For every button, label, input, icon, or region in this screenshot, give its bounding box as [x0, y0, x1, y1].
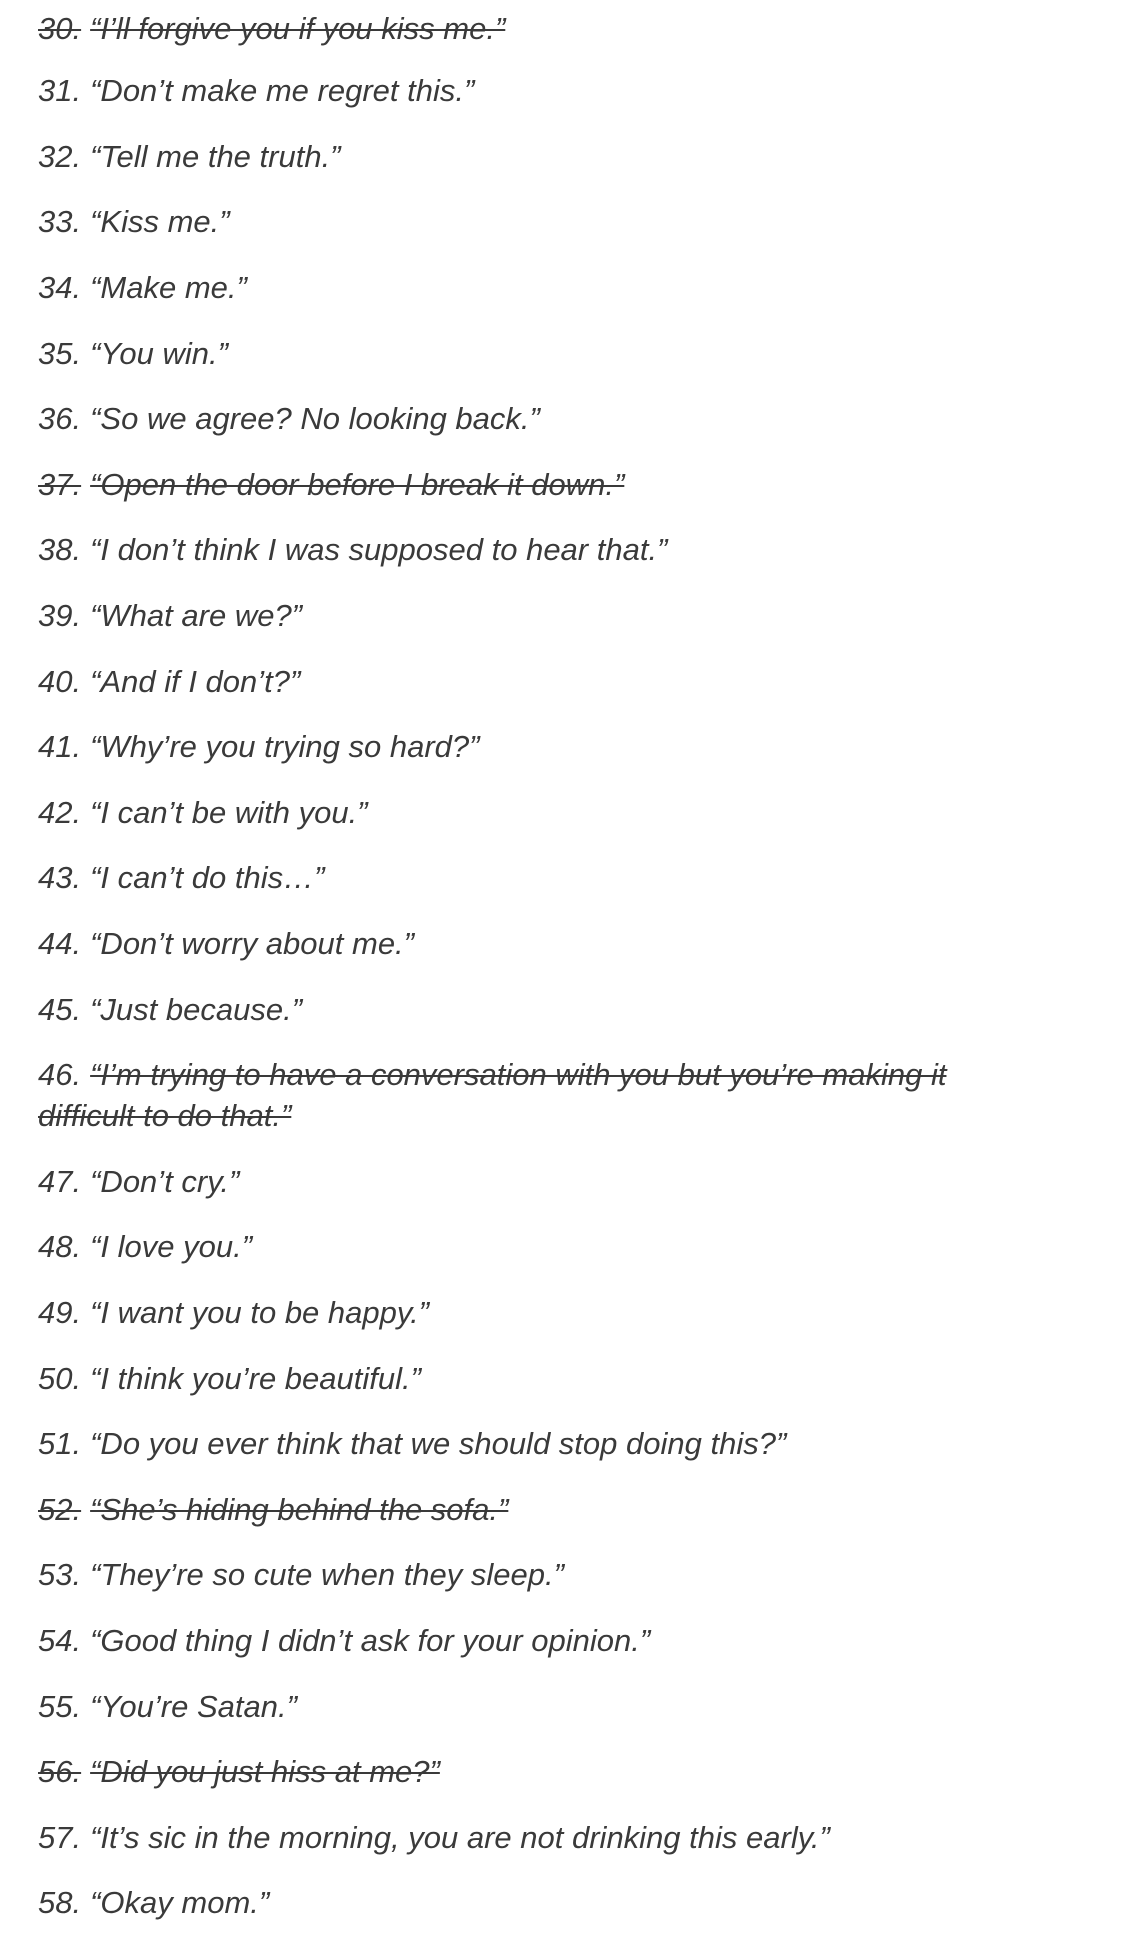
- item-number: 52.: [38, 1491, 82, 1527]
- item-text: “I don’t think I was supposed to hear that.”: [90, 532, 668, 568]
- list-item: [38, 648, 1088, 714]
- list-item: [38, 1214, 1088, 1280]
- item-number: 40.: [38, 663, 82, 699]
- list-item: [38, 583, 1088, 649]
- item-text: “I’ll forgive you if you kiss me.”: [90, 11, 506, 46]
- item-number: 35.: [38, 335, 82, 371]
- item-text: “I can’t be with you.”: [90, 794, 368, 830]
- item-text: “Okay mom.”: [90, 1885, 270, 1921]
- item-text: “What are we?”: [90, 598, 303, 634]
- item-number: 42.: [38, 794, 82, 830]
- list-item: [38, 58, 1088, 124]
- item-number: 49.: [38, 1294, 82, 1330]
- item-number: 55.: [38, 1688, 82, 1724]
- item-text: “And if I don’t?”: [90, 663, 301, 699]
- list-item: [38, 1476, 1088, 1542]
- item-text: “Tell me the truth.”: [90, 138, 341, 174]
- item-number: 57.: [38, 1819, 82, 1855]
- list-item: [38, 517, 1088, 583]
- item-text: “Make me.”: [90, 270, 247, 306]
- item-number: 41.: [38, 729, 82, 765]
- list-item: [38, 1042, 1088, 1149]
- list-item: [38, 1149, 1088, 1215]
- item-number: 48.: [38, 1229, 82, 1265]
- item-number: 56.: [38, 1754, 82, 1790]
- list-item: [38, 1411, 1088, 1477]
- prompt-list: [38, 0, 1088, 1936]
- item-number: 36.: [38, 401, 82, 437]
- list-item: [38, 1673, 1088, 1739]
- item-number: 47.: [38, 1163, 82, 1199]
- item-text: “Don’t cry.”: [90, 1163, 240, 1199]
- item-text: “Did you just hiss at me?”: [90, 1754, 440, 1790]
- list-item: [38, 386, 1088, 452]
- item-text: “I think you’re beautiful.”: [90, 1360, 421, 1396]
- item-text: “Don’t make me regret this.”: [90, 73, 475, 109]
- item-number: 34.: [38, 270, 82, 306]
- list-item: [38, 780, 1088, 846]
- item-number: 32.: [38, 138, 82, 174]
- item-text: “So we agree? No looking back.”: [90, 401, 540, 437]
- list-item: [38, 452, 1088, 518]
- list-item: [38, 1280, 1088, 1346]
- list-item: [38, 911, 1088, 977]
- item-text: “Kiss me.”: [90, 204, 230, 240]
- item-text: “They’re so cute when they sleep.”: [90, 1557, 564, 1593]
- item-text: “Do you ever think that we should stop doing this?”: [90, 1426, 787, 1462]
- list-item: [38, 255, 1088, 321]
- list-item: [38, 0, 1088, 58]
- list-item: [38, 976, 1088, 1042]
- item-number: 58.: [38, 1885, 82, 1921]
- item-number: 43.: [38, 860, 82, 896]
- item-number: 46.: [38, 1057, 82, 1093]
- list-item: [38, 320, 1088, 386]
- item-number: 53.: [38, 1557, 82, 1593]
- item-number: 44.: [38, 926, 82, 962]
- item-number: 31.: [38, 73, 82, 109]
- list-item: [38, 1739, 1088, 1805]
- item-number: 50.: [38, 1360, 82, 1396]
- list-item: [38, 1345, 1088, 1411]
- list-item: [38, 189, 1088, 255]
- item-number: 38.: [38, 532, 82, 568]
- item-text: “I’m trying to have a conversation with you but you’re making it difficult to do that.”: [38, 1057, 947, 1134]
- list-item: [38, 845, 1088, 911]
- list-item: [38, 714, 1088, 780]
- item-text: “Just because.”: [90, 991, 303, 1027]
- item-number: 30.: [38, 11, 82, 46]
- item-number: 39.: [38, 598, 82, 634]
- item-text: “Open the door before I break it down.”: [90, 466, 625, 502]
- list-item: [38, 1608, 1088, 1674]
- item-number: 33.: [38, 204, 82, 240]
- list-item: [38, 124, 1088, 190]
- item-text: “I can’t do this…”: [90, 860, 325, 896]
- item-text: “You’re Satan.”: [90, 1688, 297, 1724]
- list-item: [38, 1870, 1088, 1936]
- item-number: 54.: [38, 1622, 82, 1658]
- item-number: 37.: [38, 466, 82, 502]
- item-text: “Good thing I didn’t ask for your opinion.”: [90, 1622, 651, 1658]
- item-text: “I want you to be happy.”: [90, 1294, 430, 1330]
- list-item: [38, 1542, 1088, 1608]
- item-number: 45.: [38, 991, 82, 1027]
- list-item: [38, 1804, 1088, 1870]
- item-text: “Don’t worry about me.”: [90, 926, 414, 962]
- item-text: “Why’re you trying so hard?”: [90, 729, 480, 765]
- item-text: “It’s sic in the morning, you are not drinking this early.”: [90, 1819, 830, 1855]
- item-number: 51.: [38, 1426, 82, 1462]
- item-text: “She’s hiding behind the sofa.”: [90, 1491, 509, 1527]
- item-text: “I love you.”: [90, 1229, 253, 1265]
- item-text: “You win.”: [90, 335, 228, 371]
